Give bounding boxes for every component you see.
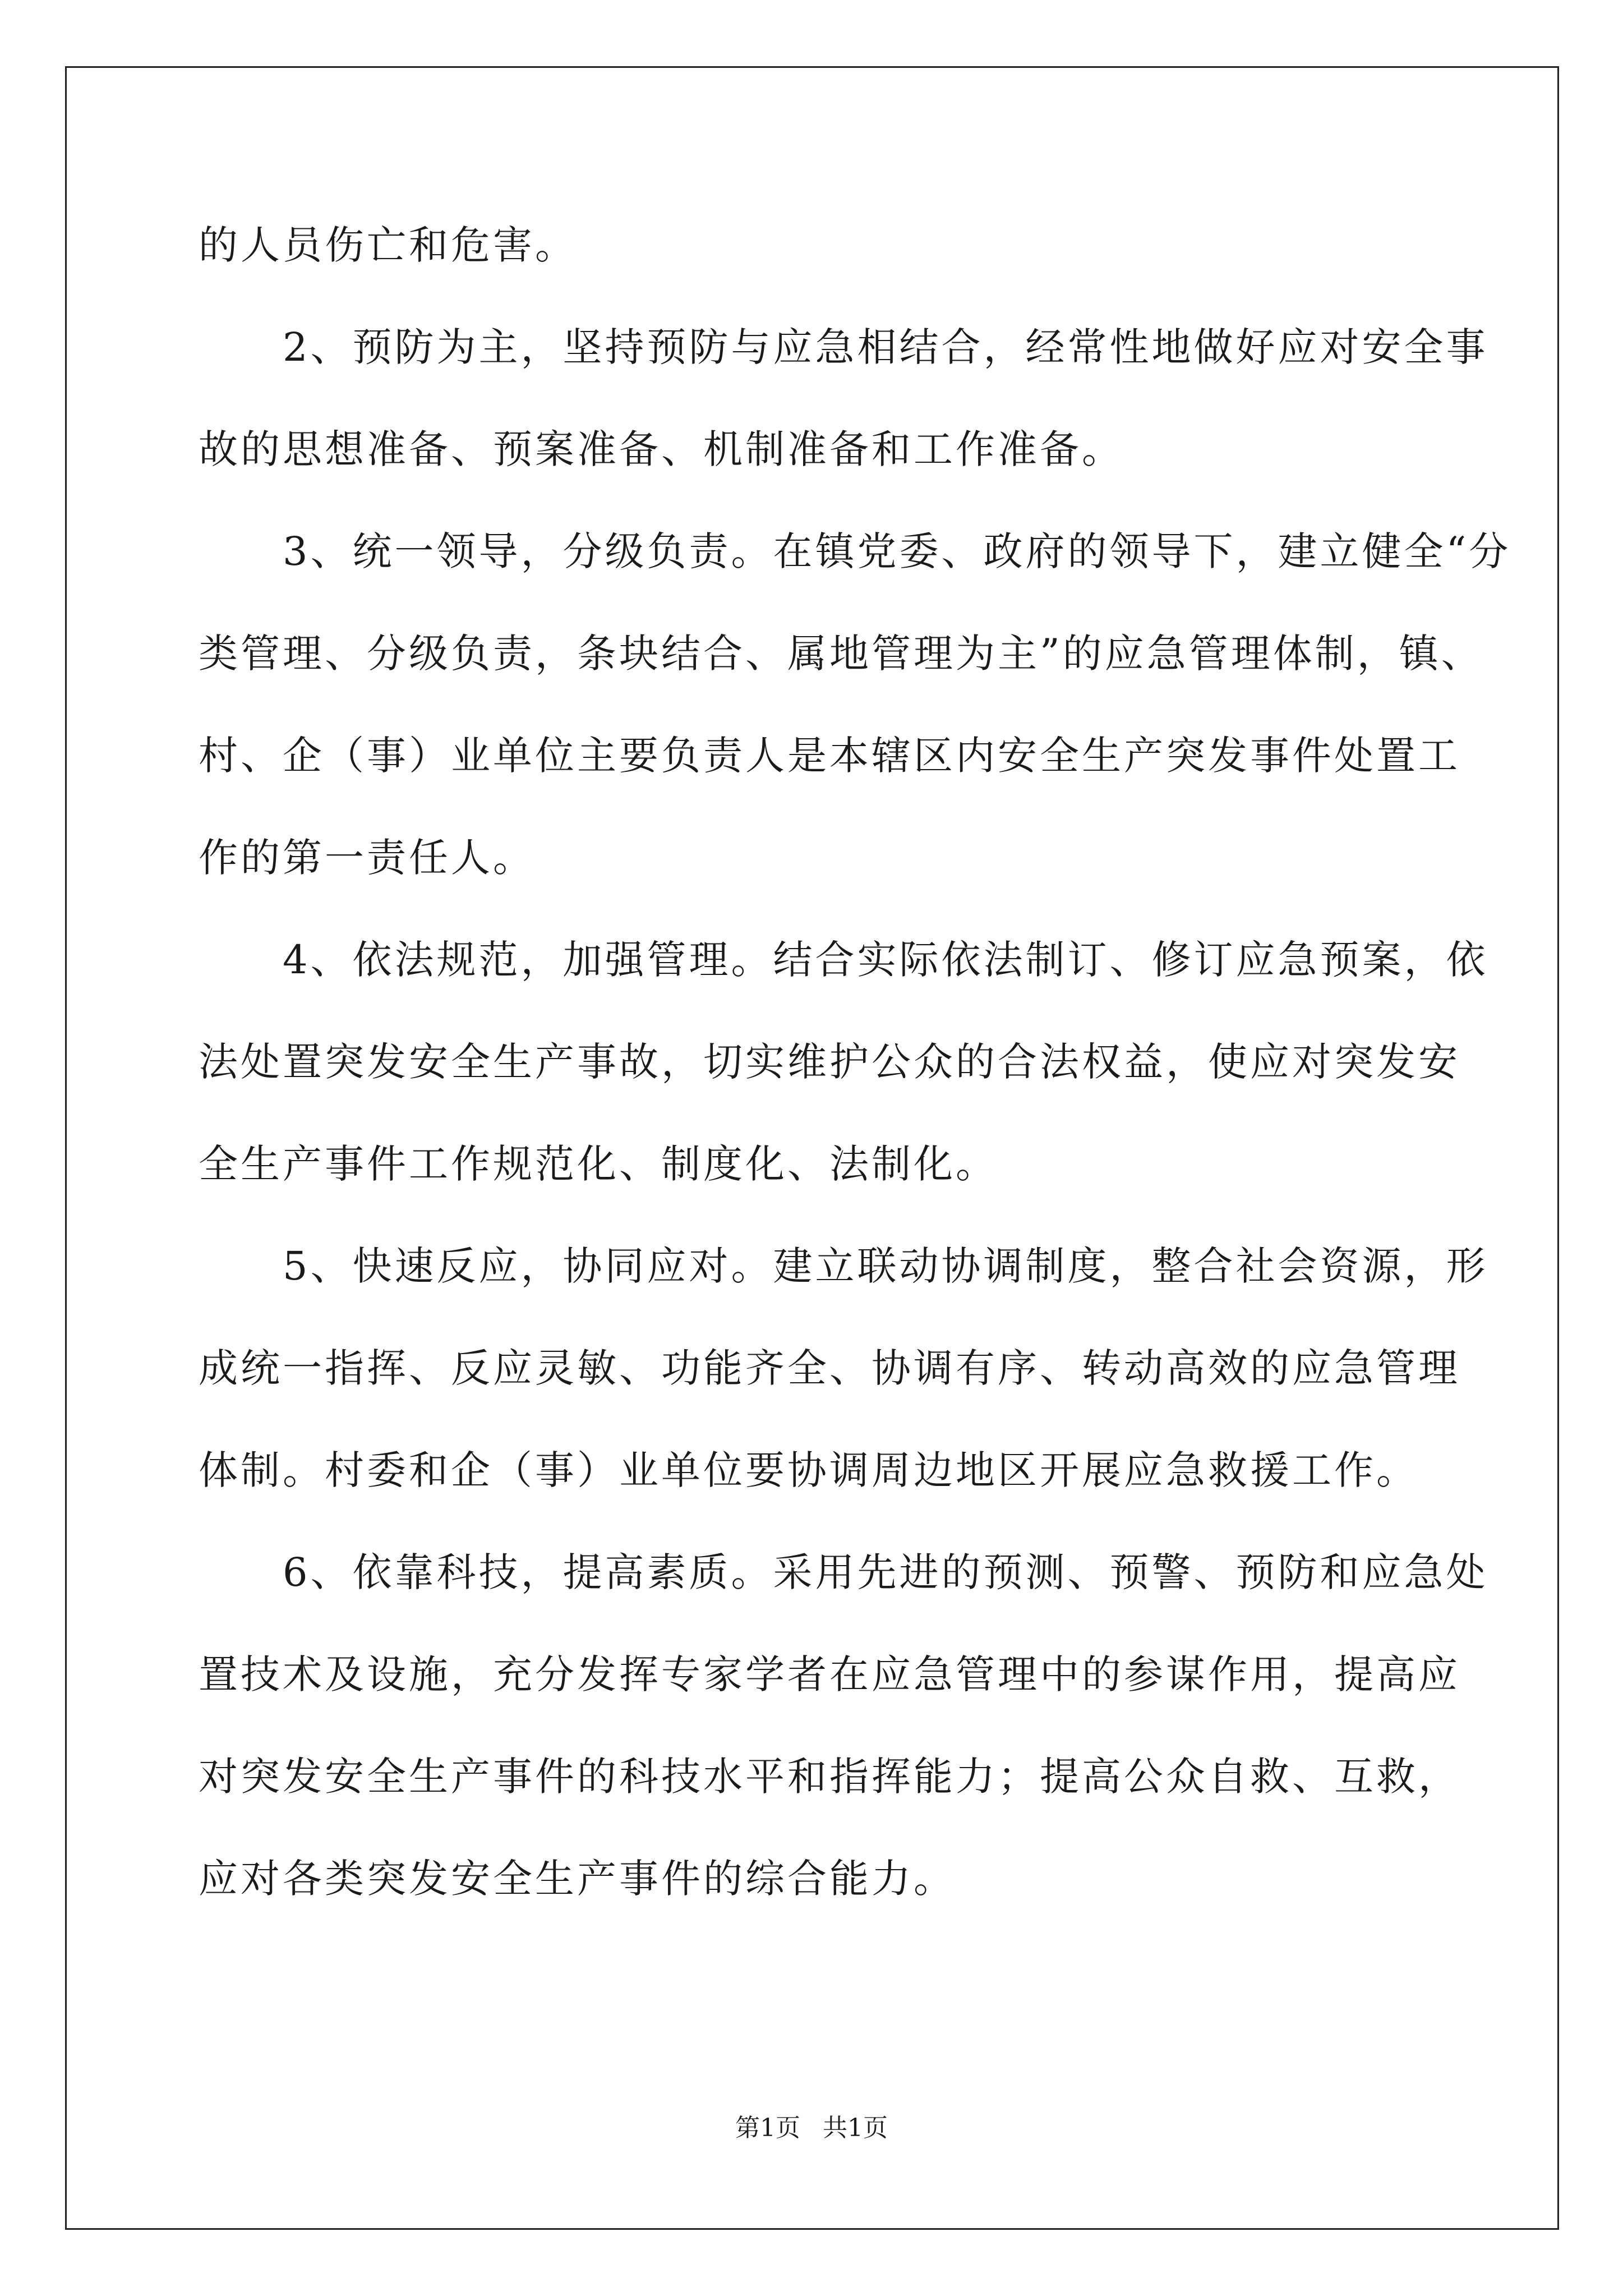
page-footer [0,2113,1623,2144]
text-line: 3、统一领导，分级负责。在镇党委、政府的领导下，建立健全“分 [199,528,1511,574]
text-line: 体制。村委和企（事）业单位要协调周边地区开展应急救援工作。 [199,1447,1418,1493]
text-line: 村、企（事）业单位主要负责人是本辖区内安全生产突发事件处置工 [199,733,1460,779]
text-line: 故的思想准备、预案准备、机制准备和工作准备。 [199,426,1124,472]
page-total: 共1页 [823,2114,888,2142]
text-line: 2、预防为主，坚持预防与应急相结合，经常性地做好应对安全事 [199,324,1488,370]
text-line: 6、依靠科技，提高素质。采用先进的预测、预警、预防和应急处 [199,1549,1488,1595]
text-line: 5、快速反应，协同应对。建立联动协调制度，整合社会资源，形 [199,1243,1488,1289]
text-line: 对突发安全生产事件的科技水平和指挥能力；提高公众自救、互救， [199,1754,1460,1800]
text-line: 作的第一责任人。 [199,835,535,881]
text-line: 类管理、分级负责，条块结合、属地管理为主”的应急管理体制，镇、 [199,631,1483,677]
page-number: 第1页 [735,2114,800,2142]
text-line: 的人员伤亡和危害。 [199,222,577,268]
text-line: 置技术及设施，充分发挥专家学者在应急管理中的参谋作用，提高应 [199,1651,1460,1697]
text-line: 全生产事件工作规范化、制度化、法制化。 [199,1141,998,1187]
text-line: 法处置突发安全生产事故，切实维护公众的合法权益，使应对突发安 [199,1039,1460,1085]
text-line: 成统一指挥、反应灵敏、功能齐全、协调有序、转动高效的应急管理 [199,1345,1460,1391]
text-line: 应对各类突发安全生产事件的综合能力。 [199,1856,956,1902]
text-line: 4、依法规范，加强管理。结合实际依法制订、修订应急预案，依 [199,937,1488,983]
